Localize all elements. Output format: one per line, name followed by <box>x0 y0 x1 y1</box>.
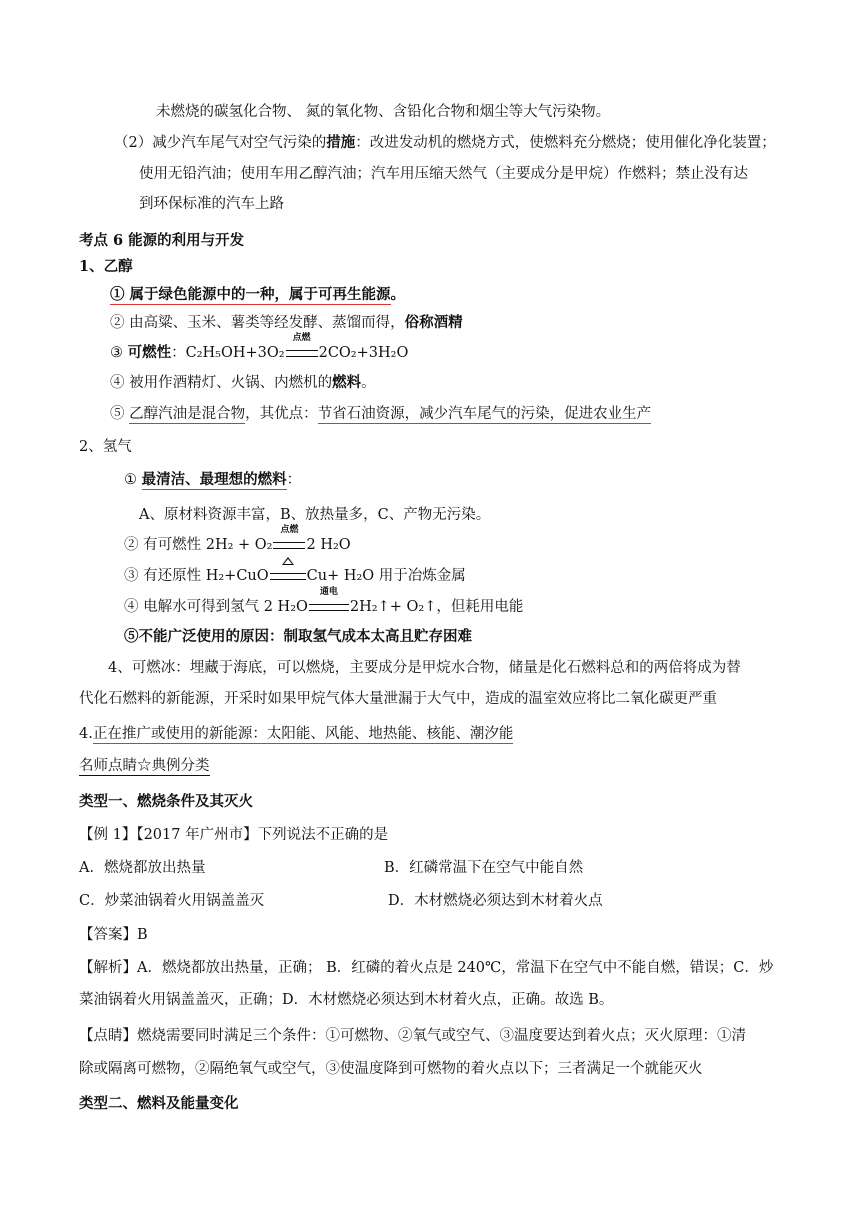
hydrogen-point-1: ① 最清洁、最理想的燃料： <box>124 471 302 488</box>
answer: 【答案】B <box>79 927 148 943</box>
ethanol-point-3: ③ 可燃性：C₂H₅OH+3O₂ 点燃 2CO₂+3H₂O <box>110 333 409 361</box>
hydrogen-point-3: ③ 有还原性 H₂+CuO Cu+ H₂O 用于冶炼金属 <box>124 566 466 586</box>
ethanol-point-4: ④ 被用作酒精灯、火锅、内燃机的燃料。 <box>110 374 376 391</box>
key-point: 【点睛】燃烧需要同时满足三个条件：①可燃物、②氧气或空气、③温度要达到着火点；灭火原理：①清 <box>79 1028 746 1044</box>
electrolysis-condition: 通电 <box>309 597 349 617</box>
hydrogen-advantages: A、原材料资源丰富，B、放热量多，C、产物无污染。 <box>139 507 491 523</box>
analysis: 菜油锅着火用锅盖盖灭，正确；D．木材燃烧必须达到木材着火点，正确。故选 B。 <box>79 992 614 1008</box>
ethanol-point-2: ② 由高粱、玉米、薯类等经发酵、蒸馏而得，俗称酒精 <box>110 314 463 331</box>
heat-condition <box>270 566 306 586</box>
section-heading: 考点 6 能源的利用与开发 <box>79 232 245 249</box>
text-line: 4、可燃冰：埋藏于海底，可以燃烧，主要成分是甲烷水合物，储量是化石燃料总和的两倍将成为替 <box>108 660 741 676</box>
section-heading: 名师点睛☆典例分类 <box>79 758 210 774</box>
text-line: （2）减少汽车尾气对空气污染的措施：改进发动机的燃烧方式，使燃料充分燃烧；使用催化净化装置； <box>114 134 776 151</box>
text-line: 使用无铅汽油；使用车用乙醇汽油；汽车用压缩天然气（主要成分是甲烷）作燃料；禁止没有达 <box>139 166 748 182</box>
text-line: 代化石燃料的新能源，开采时如果甲烷气体大量泄漏于大气中，造成的温室效应将比二氧化碳更严重 <box>79 691 717 707</box>
option-a: A．燃烧都放出热量 <box>79 860 206 876</box>
example-question: 【例 1】【2017 年广州市】下列说法不正确的是 <box>79 827 389 843</box>
ethanol-point-1: ① 属于绿色能源中的一种，属于可再生能源。 <box>110 286 406 303</box>
hydrogen-point-2: ② 有可燃性 2H₂ + O₂ 点燃 2 H₂O <box>124 525 351 553</box>
subsection-heading: 1、乙醇 <box>79 258 133 275</box>
analysis: 【解析】A．燃烧都放出热量，正确； B．红磷的着火点是 240℃，常温下在空气中不能自燃，错误；C．炒 <box>79 960 774 976</box>
ethanol-point-5: ⑤ 乙醇汽油是混合物，其优点：节省石油资源，减少汽车尾气的污染，促进农业生产 <box>110 406 652 422</box>
text-line: 到环保标准的汽车上路 <box>139 196 284 212</box>
option-d: D．木材燃烧必须达到木材着火点 <box>388 893 603 909</box>
hydrogen-point-5: ⑤不能广泛使用的原因：制取氢气成本太高且贮存困难 <box>124 628 472 645</box>
option-b: B．红磷常温下在空气中能自然 <box>384 860 584 876</box>
subsection-heading: 2、氢气 <box>79 439 132 455</box>
type-heading: 类型一、燃烧条件及其灭火 <box>79 793 253 810</box>
ignite-condition: 点燃 <box>286 343 318 363</box>
key-point: 除或隔离可燃物，②隔绝氧气或空气，③使温度降到可燃物的着火点以下；三者满足一个就能灭火 <box>79 1061 703 1077</box>
hydrogen-point-4: ④ 电解水可得到氢气 2 H₂O 通电 2H₂↑+ O₂↑，但耗用电能 <box>124 587 524 615</box>
ignite-condition: 点燃 <box>273 535 305 555</box>
option-c: C．炒菜油锅着火用锅盖盖灭 <box>79 893 265 909</box>
type-heading: 类型二、燃料及能量变化 <box>79 1095 239 1112</box>
text-line: 未燃烧的碳氢化合物、 氮的氧化物、含铅化合物和烟尘等大气污染物。 <box>156 104 611 120</box>
new-energy-line: 4.正在推广或使用的新能源：太阳能、风能、地热能、核能、潮汐能 <box>79 726 514 742</box>
